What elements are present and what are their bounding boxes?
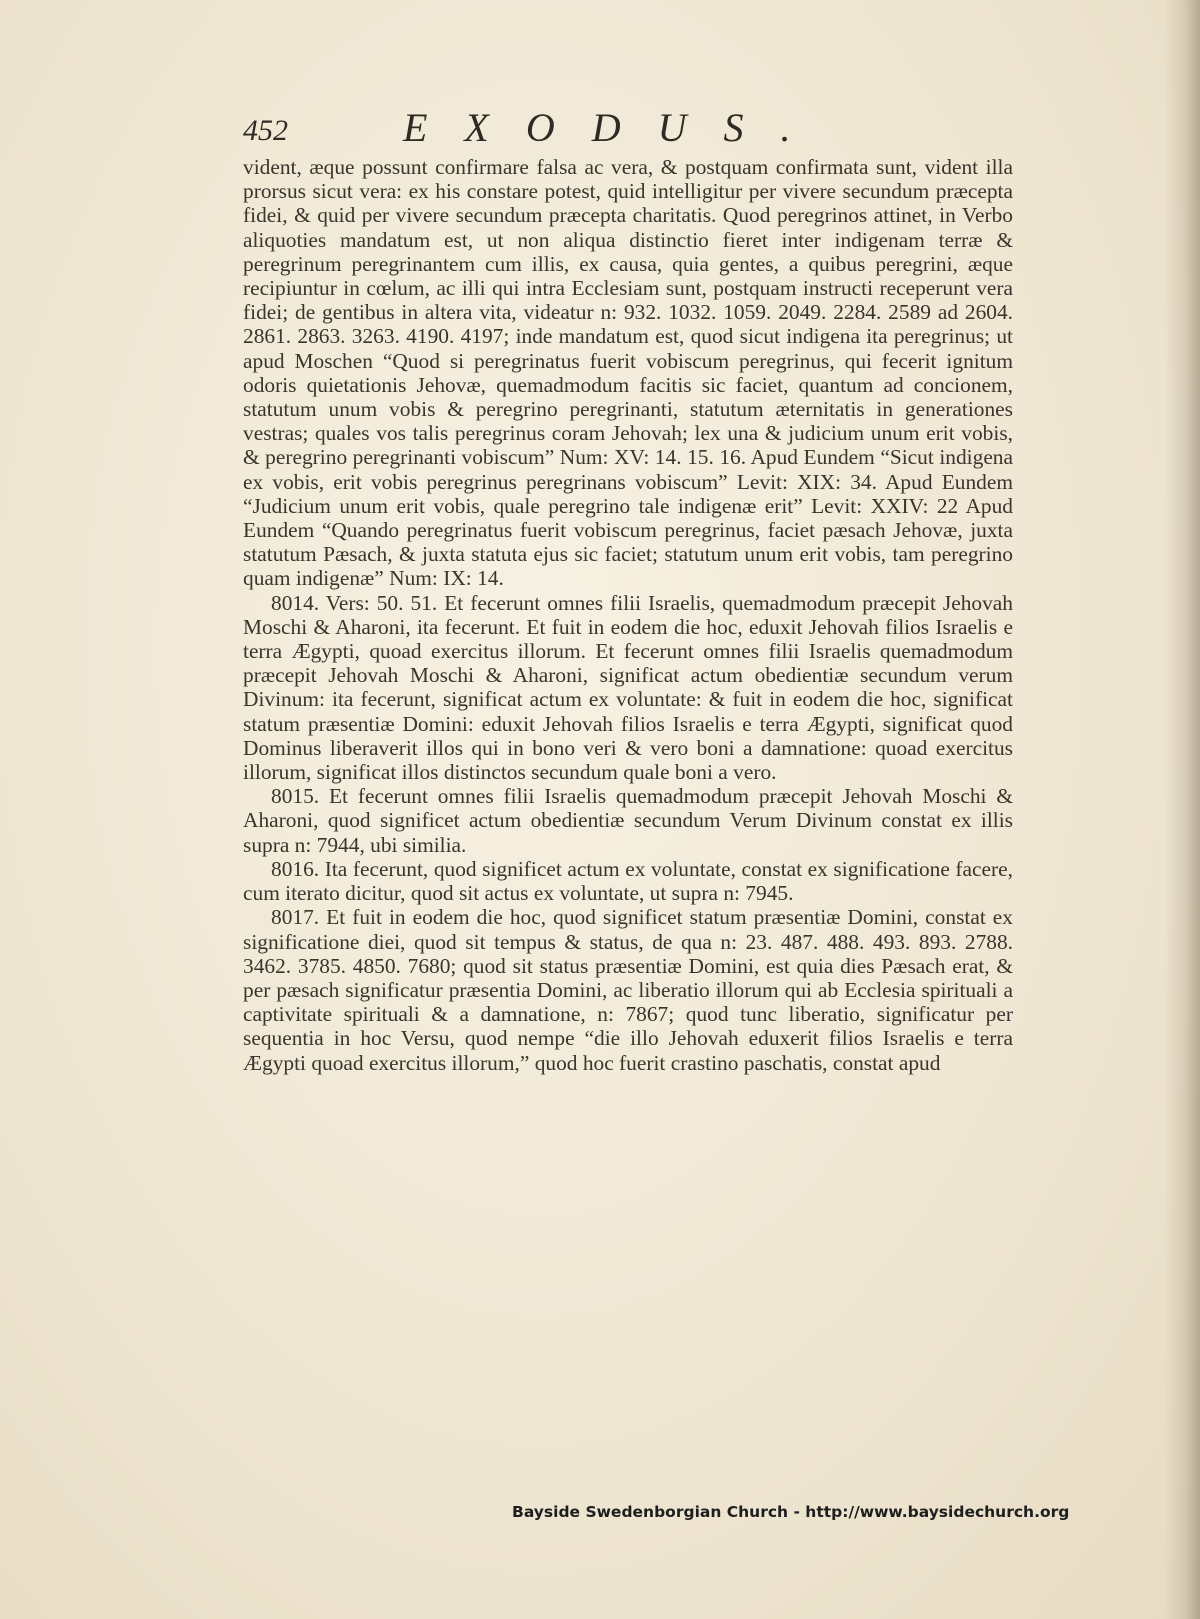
- running-title: EXODUS.: [403, 105, 828, 150]
- binding-shadow: [1164, 0, 1200, 1619]
- paragraph-8017: 8017. Et fuit in eodem die hoc, quod significet statum præsentiæ Domini, constat ex significatione diei, quod sit tempus & status, de qua n: 23. 487. 488. 493. 893. 2788. 3462. 3785. 4850. 7680; quod sit status præsentiæ Domini, est quia dies Pæsach erat, & per pæsach significatur præsentia Domini, ac liberatio illorum qui ab Ecclesia spirituali a captivitate spirituali & a damnatione, n: 7867; quod tunc liberatio, significatur per sequentia in hoc Versu, quod nempe “die illo Jehovah eduxerit filios Israelis e terra Ægypti quoad exercitus illorum,” quod hoc fuerit crastino paschatis, constat apud: [243, 905, 1013, 1075]
- paragraph-8015: 8015. Et fecerunt omnes filii Israelis quemadmodum præcepit Jehovah Moschi & Aharoni, quod significet actum obedientiæ secundum Verum Divinum constat ex illis supra n: 7944, ubi similia.: [243, 784, 1013, 857]
- paragraph-continuation: vident, æque possunt confirmare falsa ac vera, & postquam confirmata sunt, vident illa prorsus sicut vera: ex his constare potest, quid intelligitur per vivere secundum præcepta fidei, & quid per vivere secundum præcepta charitatis. Quod peregrinos attinet, in Verbo aliquoties mandatum est, ut non aliqua distinctio fieret inter indigenam terræ & peregrinum peregrinantem cum illis, ex causa, quia gentes, a quibus peregrini, æque recipiuntur in cœlum, ac illi qui intra Ecclesiam sunt, postquam instructi receperunt vera fidei; de gentibus in altera vita, videatur n: 932. 1032. 1059. 2049. 2284. 2589 ad 2604. 2861. 2863. 3263. 4190. 4197; inde mandatum est, quod sicut indigena ita peregrinus; ut apud Moschen “Quod si peregrinatus fuerit vobiscum peregrinus, qui fecerit ignitum odoris quietationis Jehovæ, quemadmodum facitis sic faciet, quantum ad concionem, statutum unum vobis & peregrino peregrinanti, statutum æternitatis in generationes vestras; quales vos talis peregrinus coram Jehovah; lex una & judicium unum erit vobis, & peregrino peregrinanti vobiscum” Num: XV: 14. 15. 16. Apud Eundem “Sicut indigena ex vobis, erit vobis peregrinus peregrinans vobiscum” Levit: XIX: 34. Apud Eundem “Judicium unum erit vobis, quale peregrino tale indigenæ erit” Levit: XXIV: 22 Apud Eundem “Quando peregrinatus fuerit vobiscum peregrinus, faciet pæsach Jehovæ, juxta statutum Pæsach, & juxta statuta ejus sic faciet; statutum unum erit vobis, tam peregrino quam indigenæ” Num: IX: 14.: [243, 155, 1013, 591]
- paragraph-8014: 8014. Vers: 50. 51. Et fecerunt omnes filii Israelis, quemadmodum præcepit Jehovah Moschi & Aharoni, ita fecerunt. Et fuit in eodem die hoc, eduxit Jehovah filios Israelis e terra Ægypti, quoad exercitus illorum. Et fecerunt omnes filii Israelis quemadmodum præcepit Jehovah Moschi & Aharoni, significat actum obedientiæ secundum verum Divinum: ita fecerunt, significat actum ex voluntate: & fuit in eodem die hoc, significat statum præsentiæ Domini: eduxit Jehovah filios Israelis e terra Ægypti, significat quod Dominus liberaverit illos qui in bono veri & vero boni a damnatione: quoad exercitus illorum, significat illos distinctos secundum quale boni a vero.: [243, 590, 1013, 785]
- body-text: [243, 155, 1013, 1075]
- page-number: 452: [243, 114, 288, 147]
- footer-credit: Bayside Swedenborgian Church - http://www.baysidechurch.org: [512, 1503, 1070, 1521]
- paragraph-8016: 8016. Ita fecerunt, quod significet actum ex voluntate, constat ex significatione facere, cum iterato dicitur, quod sit actus ex voluntate, ut supra n: 7945.: [243, 856, 1013, 906]
- page-header: [243, 104, 863, 154]
